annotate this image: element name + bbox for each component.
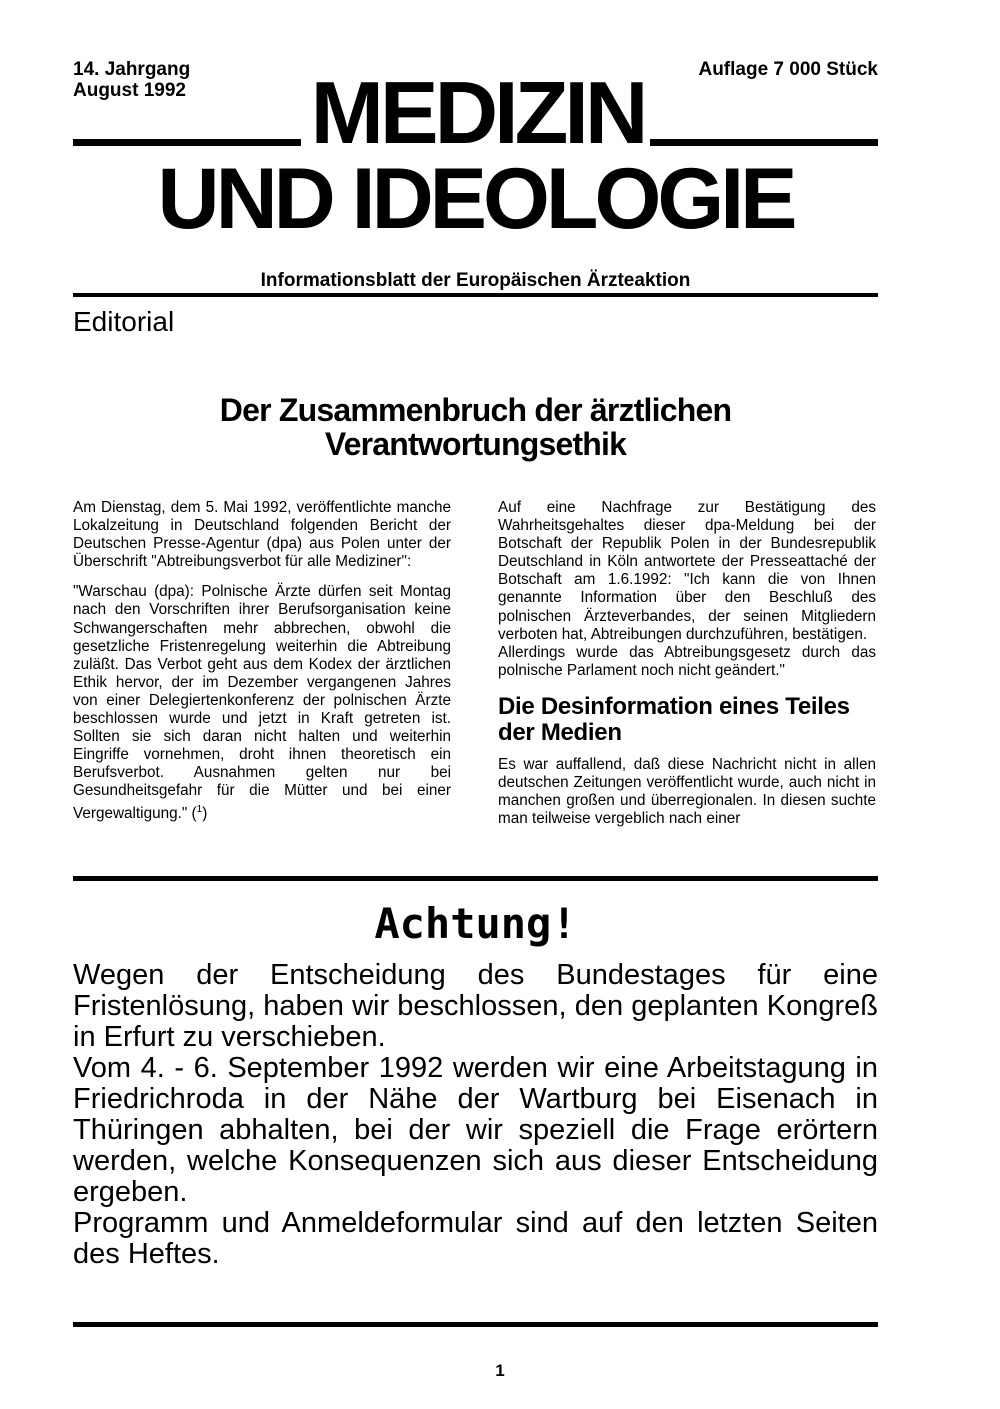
notice-paragraph: Wegen der Entscheidung des Bundestages für eine Fristenlösung, haben wir beschlossen, den geplanten Kongreß in Erfurt zu verschieben. xyxy=(73,959,878,1053)
notice-paragraph: Vom 4. - 6. September 1992 werden wir eine Arbeitstagung in Friedrichroda in der Nähe der Wartburg bei Eisenach in Thüringen abhalten, bei der wir speziell die Frage erörtern werden, welche Konsequenzen sich aus dieser Entscheidung ergeben. xyxy=(73,1052,878,1208)
notice-paragraph: Programm und Anmeldeformular sind auf den letzten Seiten des Heftes. xyxy=(73,1207,878,1270)
footnote-ref[interactable]: 1 xyxy=(196,803,203,815)
masthead-divider xyxy=(73,293,878,297)
masthead-rule-right xyxy=(650,139,878,146)
masthead-title-line1: MEDIZIN xyxy=(310,63,645,162)
headline-line1: Der Zusammenbruch der ärztlichen xyxy=(219,392,732,428)
footnote-close: ) xyxy=(202,804,208,822)
article-subheading: Die Desinformation eines Teiles der Medien xyxy=(498,692,850,746)
article-quote-paragraph xyxy=(73,583,451,822)
circulation-label: Auflage 7 000 Stück xyxy=(698,59,878,80)
notice-body xyxy=(73,960,878,1270)
notice-title: Achtung! xyxy=(374,899,577,948)
article-paragraph: Es war auffallend, daß diese Nachricht nicht in allen deutschen Zeitungen veröffentlicht wurde, auch nicht in manchen großen und überregionalen. In diesen suchte man teilweise vergeblich nach einer xyxy=(498,755,876,828)
article-column-right xyxy=(498,499,876,828)
masthead-subtitle: Informationsblatt der Europäischen Ärzteaktion xyxy=(260,270,691,291)
section-divider xyxy=(73,876,878,881)
masthead-title-line2: UND IDEOLOGIE xyxy=(157,151,794,247)
article-paragraph: Allerdings wurde das Abtreibungsgesetz durch das polnische Parlament noch nicht geändert." xyxy=(498,643,876,679)
issue-date: August 1992 xyxy=(73,80,186,101)
article-column-left xyxy=(73,499,451,823)
page-number: 1 xyxy=(495,1361,505,1380)
volume-label: 14. Jahrgang xyxy=(73,59,191,80)
masthead-rule-left xyxy=(73,139,301,146)
article-paragraph: Am Dienstag, dem 5. Mai 1992, veröffentlichte manche Lokalzeitung in Deutschland folgenden Bericht der Deutschen Presse-Agentur (dpa) aus Polen unter der Überschrift "Abtreibungsverbot für alle Mediziner": xyxy=(73,499,451,571)
article-headline xyxy=(73,393,878,461)
section-label: Editorial xyxy=(73,306,175,337)
footer-divider xyxy=(73,1322,878,1327)
headline-line2: Verantwortungsethik xyxy=(324,426,627,462)
article-paragraph: Auf eine Nachfrage zur Bestätigung des Wahrheitsgehaltes dieser dpa-Meldung bei der Botschaft der Republik Polen in der Bundesrepublik Deutschland in Köln antwortete der Presseattaché der Botschaft am 1.6.1992: "Ich kann die von Ihnen genannte Information über den Beschluß des polnischen Ärzteverbandes, der seinen Mitgliedern verboten hat, Abtreibungen durchzuführen, bestätigen. xyxy=(498,499,876,643)
quote-text: "Warschau (dpa): Polnische Ärzte dürfen seit Montag nach den Vorschriften ihrer Berufsorganisation keine Schwangerschaften mehr abbrechen, obwohl die gesetzliche Fristenregelung weiterhin die Abtreibung zuläßt. Das Verbot geht aus dem Kodex der ärztlichen Ethik hervor, der im Dezember vergangenen Jahres von einer Delegiertenkonferenz der polnischen Ärzte beschlossen wurde und jetzt in Kraft getreten ist. Sollten sie sich daran nicht halten und weiterhin Eingriffe vornehmen, droht ihnen theoretisch ein Berufsverbot. Ausnahmen gelten nur bei Gesundheitsgefahr für die Mütter und bei einer Vergewaltigung." ( xyxy=(73,583,451,822)
